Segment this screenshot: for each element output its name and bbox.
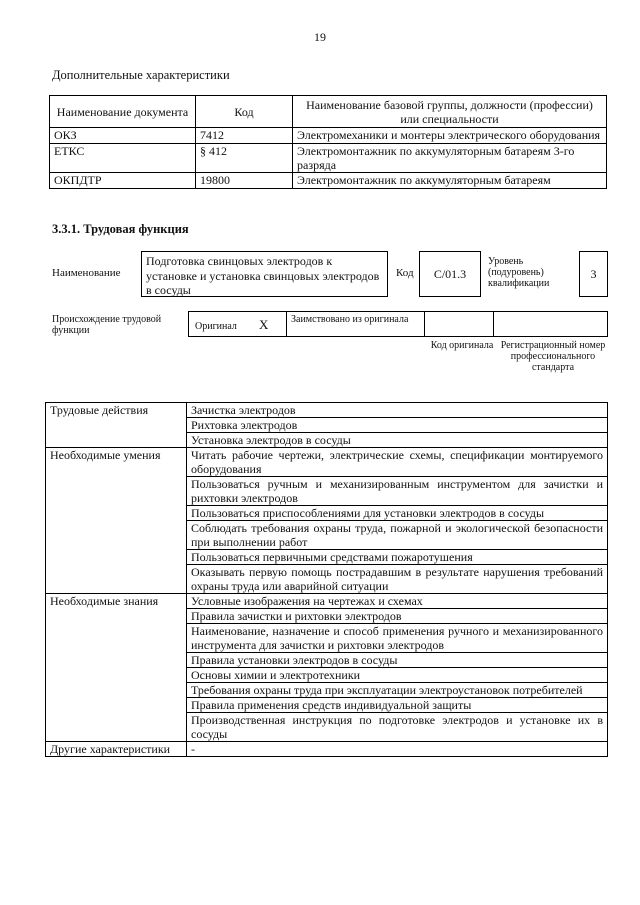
row-label: Необходимые умения <box>46 448 187 594</box>
detail-item: Производственная инструкция по подготовке электродов и установке их в сосуды <box>187 713 608 742</box>
row-label: Необходимые знания <box>46 594 187 742</box>
detail-item: Наименование, назначение и способ применения ручного и механизированного инструмента для зачистки и рихтовки электродов <box>187 624 608 653</box>
function-code: C/01.3 <box>419 251 481 297</box>
cell-doc: ОКПДТР <box>50 173 196 189</box>
detail-item: Пользоваться первичными средствами пожаротушения <box>187 550 608 565</box>
reg-caption: Регистрационный номер профессионального стандарта <box>500 340 606 373</box>
function-name: Подготовка свинцовых электродов к установке и установка свинцовых электродов в сосуды <box>141 251 388 297</box>
detail-item: Оказывать первую помощь пострадавшим в результате нарушения требований охраны труда или аварийной ситуации <box>187 565 608 594</box>
detail-item: Установка электродов в сосуды <box>187 433 608 448</box>
cell-name: Электромонтажник по аккумуляторным батареям 3-го разряда <box>293 144 607 173</box>
row-label: Другие характеристики <box>46 742 187 757</box>
cell-name: Электромонтажник по аккумуляторным батареям <box>293 173 607 189</box>
cell-doc: ОКЗ <box>50 128 196 144</box>
divider <box>493 311 494 337</box>
cell-doc: ЕТКС <box>50 144 196 173</box>
detail-item: Пользоваться приспособлениями для установки электродов в сосуды <box>187 506 608 521</box>
detail-item: Условные изображения на чертежах и схемах <box>187 594 608 609</box>
origin-box <box>188 311 608 337</box>
function-heading: 3.3.1. Трудовая функция <box>52 222 189 236</box>
table-row <box>50 173 607 189</box>
header-doc: Наименование документа <box>50 96 196 128</box>
cell-code: 7412 <box>196 128 293 144</box>
original-label: Оригинал <box>195 321 237 332</box>
detail-item: Зачистка электродов <box>187 403 608 418</box>
cell-code: § 412 <box>196 144 293 173</box>
detail-item: Рихтовка электродов <box>187 418 608 433</box>
detail-item: Правила установки электродов в сосуды <box>187 653 608 668</box>
cell-name: Электромеханики и монтеры электрического оборудования <box>293 128 607 144</box>
origin-label: Происхождение трудовой функции <box>52 314 162 336</box>
detail-item: Правила применения средств индивидуальной защиты <box>187 698 608 713</box>
detail-item: Требования охраны труда при эксплуатации электроустановок потребителей <box>187 683 608 698</box>
detail-item: Правила зачистки и рихтовки электродов <box>187 609 608 624</box>
additional-title: Дополнительные характеристики <box>52 68 230 82</box>
code-caption: Код оригинала <box>430 340 494 351</box>
header-name: Наименование базовой группы, должности (профессии) или специальности <box>293 96 607 128</box>
detail-item: Основы химии и электротехники <box>187 668 608 683</box>
row-label: Трудовые действия <box>46 403 187 448</box>
original-mark: X <box>259 317 269 332</box>
detail-item: Пользоваться ручным и механизированным инструментом для зачистки и рихтовки электродов <box>187 477 608 506</box>
name-label: Наименование <box>52 267 121 279</box>
code-label: Код <box>396 267 414 279</box>
detail-item: Соблюдать требования охраны труда, пожарной и экологической безопасности при выполнении работ <box>187 521 608 550</box>
page-number: 19 <box>314 30 326 44</box>
level-value: 3 <box>579 251 608 297</box>
table-row <box>50 144 607 173</box>
table-row <box>50 128 607 144</box>
detail-item: Читать рабочие чертежи, электрические схемы, спецификации монтируемого оборудования <box>187 448 608 477</box>
details-table <box>45 402 608 757</box>
divider <box>424 311 425 337</box>
cell-code: 19800 <box>196 173 293 189</box>
divider <box>286 311 287 337</box>
level-label: Уровень (подуровень) квалификации <box>488 256 550 289</box>
header-code: Код <box>196 96 293 128</box>
additional-table <box>49 95 607 189</box>
detail-item: - <box>187 742 608 757</box>
borrowed-label: Заимствовано из оригинала <box>291 314 409 325</box>
